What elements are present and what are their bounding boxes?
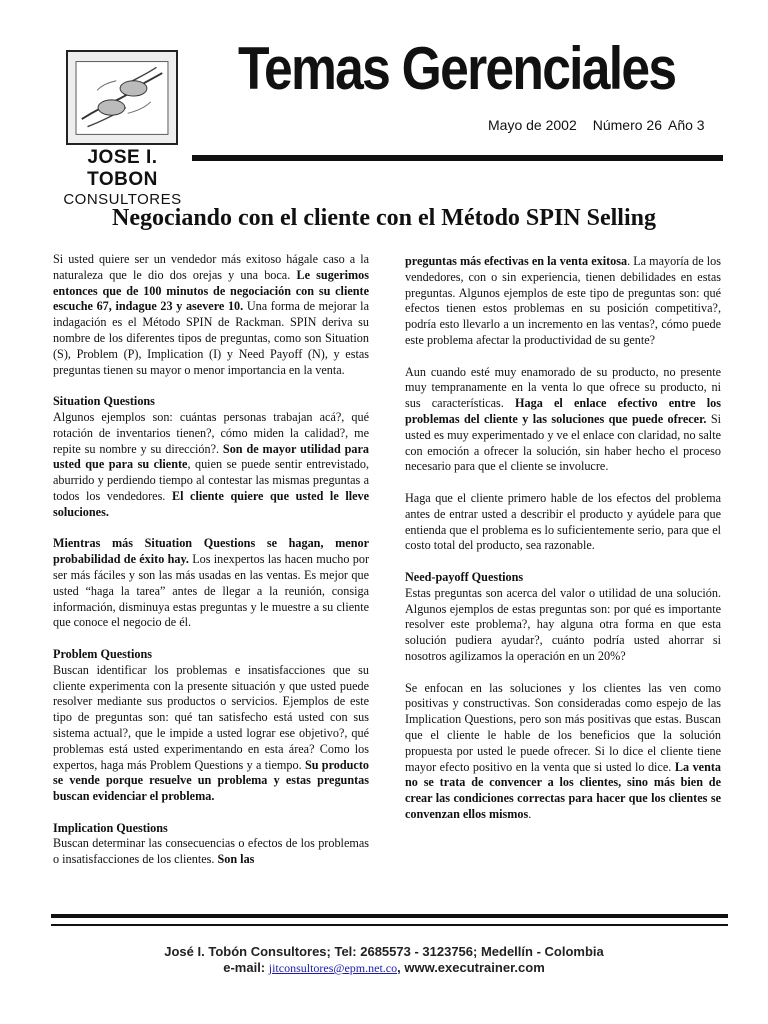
- company-branding: [55, 147, 190, 209]
- issue-number: Número 26: [592, 117, 662, 133]
- paragraph: [53, 536, 369, 631]
- issue-date: Mayo de 2002: [488, 117, 577, 133]
- paragraph: [53, 663, 369, 805]
- company-logo: [66, 50, 178, 145]
- company-name: JOSE I. TOBON: [87, 147, 158, 190]
- paragraph: Estas preguntas son acerca del valor o utilidad de una solución. Algunos ejemplos de estas preguntas son: por qué es importante resolver este problema?, hay alguna otra forma en que esta solución pudiera ayudar?, cuánto podría usted ahorrar si nosotros agilizamos la operación en un 20%?: [405, 585, 721, 663]
- text: Algunos ejemplos son: cuántas personas trabajan acá?, qué rotación de inventarios tienen?, cómo miden la calidad?, me repite su nombre y su dirección?.: [53, 409, 369, 456]
- text: Si usted es muy experimentado y ve el enlace con claridad, no salte con emoción a ofrecer la solución, sin haber hecho el proceso necesario para que el cliente se involucre.: [405, 411, 721, 474]
- publication-title: Temas Gerenciales: [238, 35, 676, 102]
- text: Buscan determinar las consecuencias o efectos de los problemas o insatisfacciones de los clientes.: [53, 836, 369, 867]
- footer-contact: José I. Tobón Consultores; Tel: 2685573 - 3123756; Medellín - Colombia: [164, 944, 604, 959]
- email-label: e-mail:: [223, 960, 269, 975]
- paragraph: [53, 252, 369, 378]
- right-column: [405, 254, 721, 838]
- website-link[interactable]: www.executrainer.com: [404, 960, 545, 975]
- section-heading-implication: Implication Questions: [53, 820, 168, 835]
- bold-text: Son de mayor utilidad para usted que para su cliente: [53, 441, 369, 472]
- text: Buscan identificar los problemas e insatisfacciones que su cliente experimenta con la presente situación y que usted puede resolver mediante sus productos o servicios. Ejemplos de este tipo de preguntas son: qué tan satisfecho está usted con sus sistema actual?, que le impide a usted lograr ese objetivo?, qué problemas está usted experimentando en esta área? Como los expertos, haga más Problem Questions y a tiempo.: [53, 662, 369, 772]
- bold-text: La venta no se trata de convencer a los clientes, sino más bien de crear las condiciones correctas para hacer que los clientes se convenzan ellos mismos: [405, 759, 721, 821]
- separator: ,: [397, 960, 405, 975]
- footer-divider-thin: [51, 924, 728, 926]
- email-link[interactable]: jitconsultores@epm.net.co: [268, 961, 398, 975]
- text: , quien se puede sentir entrevistado, aburrido y perdiendo tiempo al contestar las mismas preguntas a todos los vendedores.: [53, 457, 369, 503]
- drawing-hands-illustration: [68, 52, 176, 143]
- paragraph: [405, 681, 721, 823]
- text: . La mayoría de los vendedores, con o sin experiencia, tienen debilidades en estas preguntas. Algunos ejemplos de este tipo de preguntas son: qué efectos tienen estos problemas en su posición competitiva?, podría esto llevarlo a un incremento en las ventas?, cómo puede este problema afectar la productividad de su gente?: [405, 254, 721, 347]
- paragraph: Haga que el cliente primero hable de los efectos del problema antes de entrar usted a describir el producto y ayúdele para que entienda que el problema es lo suficientemente serio, para que el costo total del producto, sea razonable.: [405, 490, 721, 553]
- text: Los inexpertos las hacen mucho por ser más fáciles y son las más usadas en las ventas. Es mejor que usted “haga la tarea” antes de llegar a la reunión, consiga información, disminuya estas preguntas y le muestre a su cliente que conoce el negocio de él.: [53, 552, 369, 630]
- bold-text: Mientras más Situation Questions se hagan, menor probabilidad de éxito hay.: [53, 536, 369, 567]
- text: .: [528, 806, 532, 821]
- bold-text: Su producto se vende porque resuelve un problema y estas preguntas buscan evidenciar el problema.: [53, 757, 369, 804]
- issue-year: Año 3: [668, 117, 705, 133]
- issue-info: [488, 117, 721, 133]
- text: Si usted quiere ser un vendedor más exitoso hágale caso a la naturaleza que le dio dos orejas y una boca.: [53, 252, 369, 282]
- section-heading-problem: Problem Questions: [53, 646, 152, 661]
- bold-text: Son las: [217, 852, 255, 867]
- paragraph: [53, 836, 369, 868]
- bold-text: Le sugerimos entonces que de 100 minutos de negociación con su cliente escuche 67, indague 23 y asevere 10.: [53, 267, 369, 314]
- company-subtitle: CONSULTORES: [63, 191, 182, 208]
- footer: [40, 944, 728, 976]
- section-heading-needpayoff: Need-payoff Questions: [405, 569, 524, 584]
- left-column: [53, 252, 369, 884]
- footer-links: [40, 960, 728, 976]
- text: Aun cuando esté muy enamorado de su producto, no presente muy tempranamente en la venta lo que ofrece su producto, ni sus características.: [405, 364, 721, 411]
- bold-text: preguntas más efectivas en la venta exitosa: [405, 254, 628, 268]
- bold-text: Haga el enlace efectivo entre los problemas del cliente y las soluciones que puede ofrecer.: [405, 396, 722, 426]
- text: Una forma de mejorar la indagación es el Método SPIN de Rackman. SPIN deriva su nombre de los diferentes tipos de preguntas, como son Situation (S), Problem (P), Implication (I) y Need Payoff (N), y estas preguntas tienen su mayor o menor importancia en la venta.: [53, 299, 369, 377]
- article-title: Negociando con el cliente con el Método SPIN Selling: [112, 205, 656, 231]
- bold-text: El cliente quiere que usted le lleve soluciones.: [53, 488, 369, 519]
- paragraph: [405, 365, 721, 476]
- header-divider: [192, 155, 723, 161]
- paragraph: [53, 410, 369, 521]
- text: Se enfocan en las soluciones y los clientes las ven como positivas y constructivas. Son consideradas como espejo de las Implication Questions, pero son más positivas que estas. Buscan que el cliente le hable de los beneficios que la solución propuesta por usted le puede ofrecer. Si lo dice el cliente tiene mayor efecto positivo en la venta que si usted lo dice.: [405, 680, 721, 774]
- paragraph: [405, 254, 721, 349]
- section-heading-situation: Situation Questions: [53, 394, 155, 409]
- footer-divider-thick: [51, 914, 728, 918]
